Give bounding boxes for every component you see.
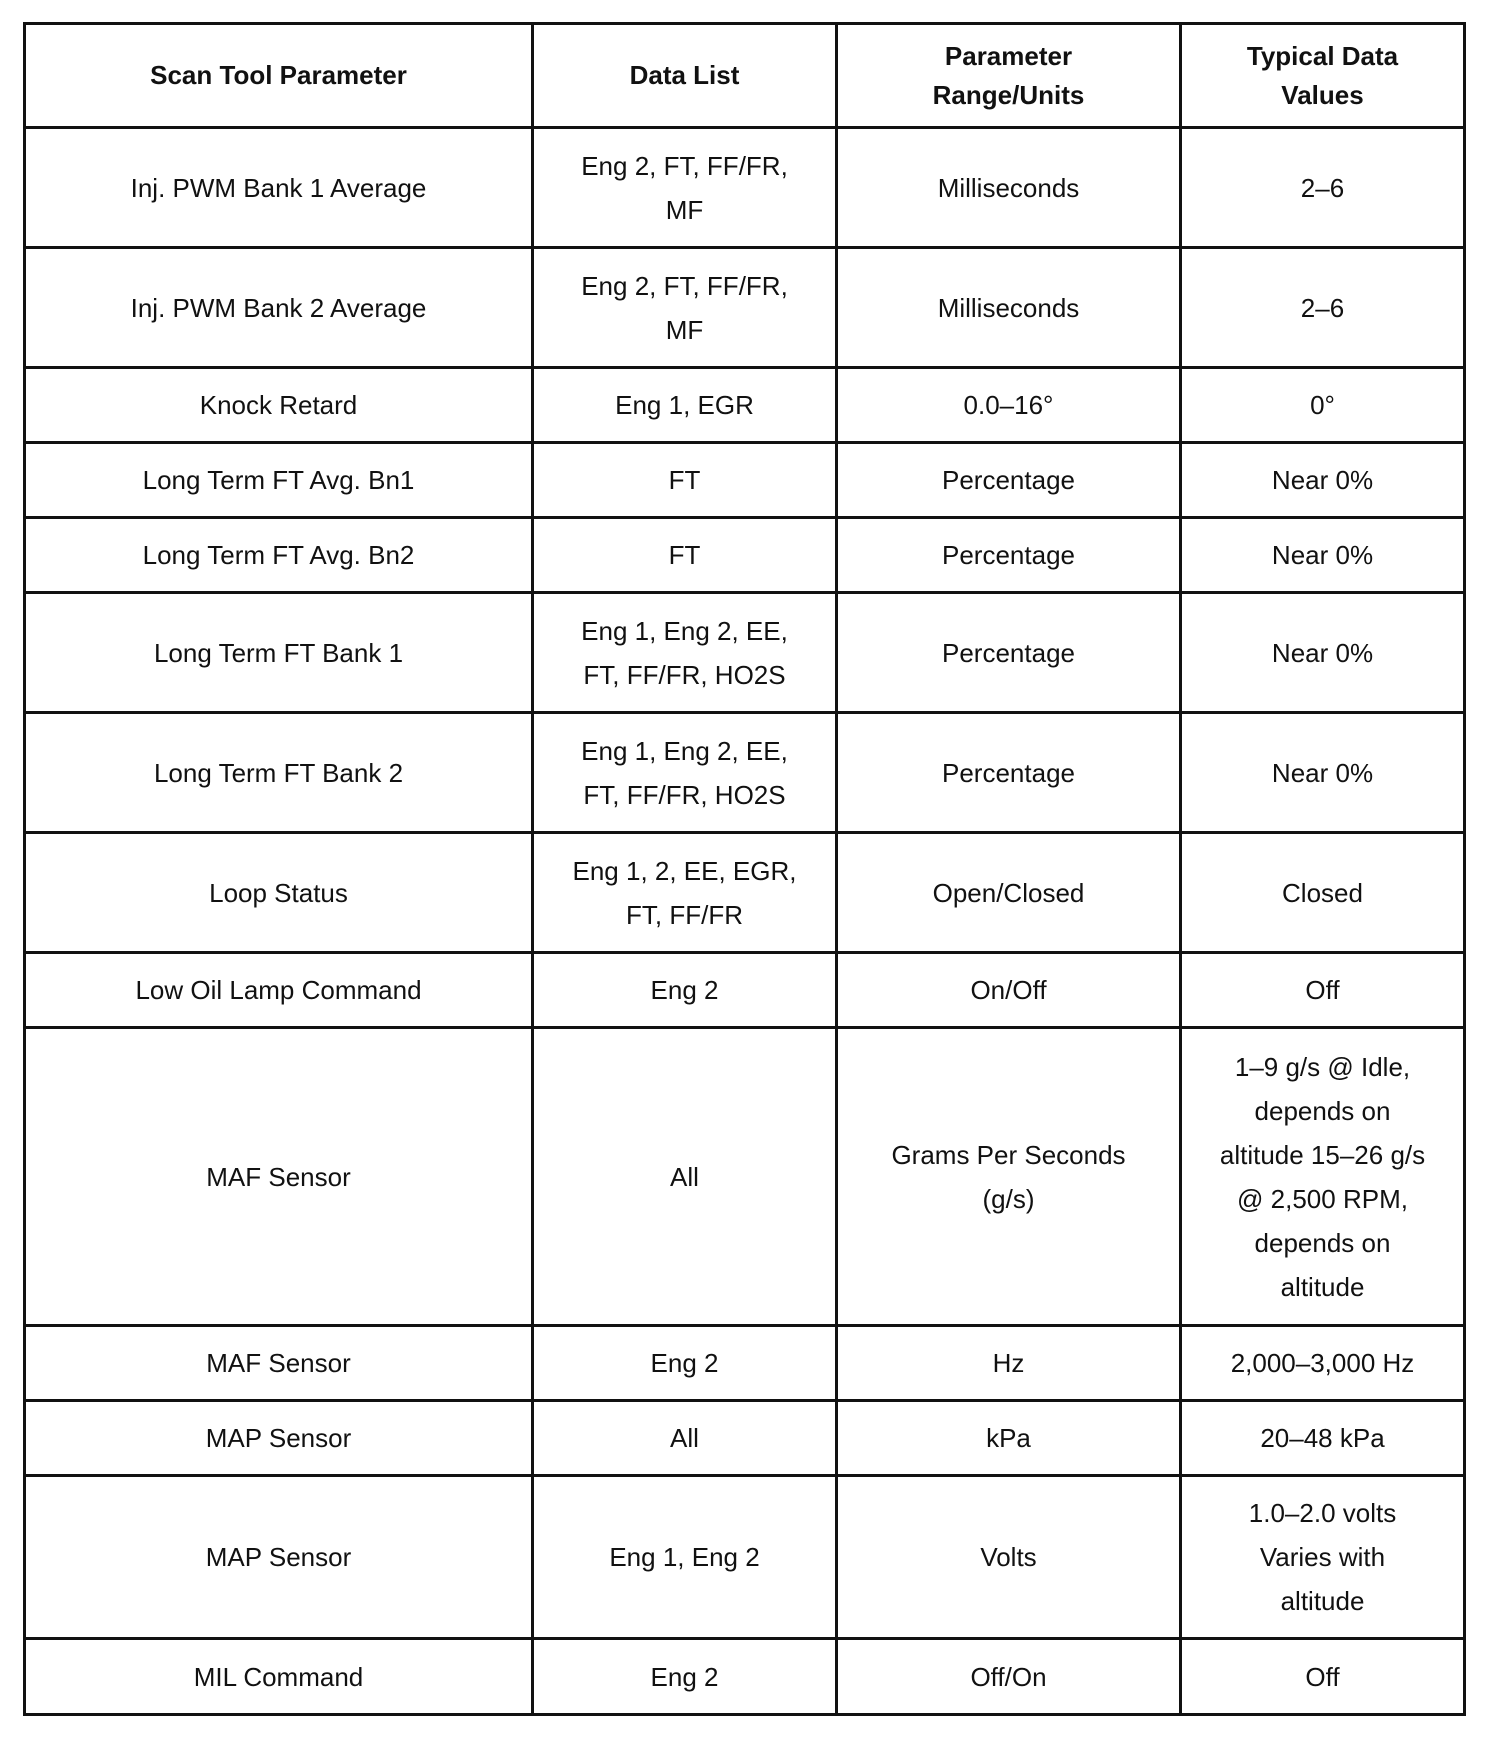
table-row [25,443,1465,518]
cell-range-units: Percentage [837,593,1181,713]
table-row [25,518,1465,593]
cell-parameter: Long Term FT Bank 1 [25,593,533,713]
table-row [25,593,1465,713]
cell-typical-values: 1.0–2.0 volts Varies with altitude [1181,1476,1465,1639]
cell-parameter: Inj. PWM Bank 1 Average [25,128,533,248]
table-row [25,128,1465,248]
cell-data-list: FT [533,443,837,518]
cell-range-units: Percentage [837,443,1181,518]
cell-range-units: Off/On [837,1639,1181,1715]
cell-data-list: Eng 1, Eng 2, EE, FT, FF/FR, HO2S [533,593,837,713]
cell-typical-values: 0° [1181,368,1465,443]
cell-typical-values: Off [1181,1639,1465,1715]
table-row [25,1476,1465,1639]
cell-range-units: Grams Per Seconds (g/s) [837,1028,1181,1326]
cell-typical-values: Closed [1181,833,1465,953]
cell-typical-values: Near 0% [1181,518,1465,593]
cell-parameter: MAF Sensor [25,1028,533,1326]
cell-parameter: MAF Sensor [25,1326,533,1401]
cell-typical-values: Near 0% [1181,443,1465,518]
cell-data-list: Eng 2 [533,953,837,1028]
scan-tool-data-table [23,22,1466,1716]
cell-data-list: Eng 1, EGR [533,368,837,443]
cell-typical-values: 1–9 g/s @ Idle, depends on altitude 15–26 g/s @ 2,500 RPM, depends on altitude [1181,1028,1465,1326]
cell-data-list: All [533,1401,837,1476]
cell-parameter: Loop Status [25,833,533,953]
cell-range-units: 0.0–16° [837,368,1181,443]
header-typical-data-values: Typical Data Values [1181,24,1465,128]
table-row [25,1639,1465,1715]
cell-range-units: kPa [837,1401,1181,1476]
header-data-list: Data List [533,24,837,128]
cell-typical-values: 20–48 kPa [1181,1401,1465,1476]
cell-parameter: MAP Sensor [25,1401,533,1476]
cell-data-list: Eng 2, FT, FF/FR, MF [533,128,837,248]
cell-range-units: On/Off [837,953,1181,1028]
table-row [25,713,1465,833]
cell-parameter: MAP Sensor [25,1476,533,1639]
cell-parameter: Knock Retard [25,368,533,443]
cell-typical-values: 2–6 [1181,128,1465,248]
cell-range-units: Percentage [837,713,1181,833]
cell-data-list: Eng 2 [533,1326,837,1401]
table-row [25,953,1465,1028]
cell-data-list: Eng 1, Eng 2 [533,1476,837,1639]
cell-data-list: All [533,1028,837,1326]
cell-parameter: Inj. PWM Bank 2 Average [25,248,533,368]
table-row [25,833,1465,953]
table-row [25,248,1465,368]
table-row [25,1401,1465,1476]
table-row [25,368,1465,443]
cell-parameter: Low Oil Lamp Command [25,953,533,1028]
header-parameter-range-units: Parameter Range/Units [837,24,1181,128]
cell-range-units: Percentage [837,518,1181,593]
cell-data-list: Eng 2 [533,1639,837,1715]
cell-typical-values: Near 0% [1181,593,1465,713]
cell-range-units: Hz [837,1326,1181,1401]
header-scan-tool-parameter: Scan Tool Parameter [25,24,533,128]
cell-range-units: Volts [837,1476,1181,1639]
cell-range-units: Milliseconds [837,128,1181,248]
header-row [25,24,1465,128]
table-row [25,1326,1465,1401]
cell-typical-values: 2,000–3,000 Hz [1181,1326,1465,1401]
cell-parameter: Long Term FT Bank 2 [25,713,533,833]
cell-data-list: Eng 2, FT, FF/FR, MF [533,248,837,368]
table-row [25,1028,1465,1326]
cell-typical-values: Off [1181,953,1465,1028]
cell-parameter: Long Term FT Avg. Bn2 [25,518,533,593]
cell-data-list: Eng 1, Eng 2, EE, FT, FF/FR, HO2S [533,713,837,833]
cell-range-units: Milliseconds [837,248,1181,368]
cell-range-units: Open/Closed [837,833,1181,953]
cell-typical-values: Near 0% [1181,713,1465,833]
cell-parameter: MIL Command [25,1639,533,1715]
cell-typical-values: 2–6 [1181,248,1465,368]
cell-parameter: Long Term FT Avg. Bn1 [25,443,533,518]
cell-data-list: Eng 1, 2, EE, EGR, FT, FF/FR [533,833,837,953]
cell-data-list: FT [533,518,837,593]
